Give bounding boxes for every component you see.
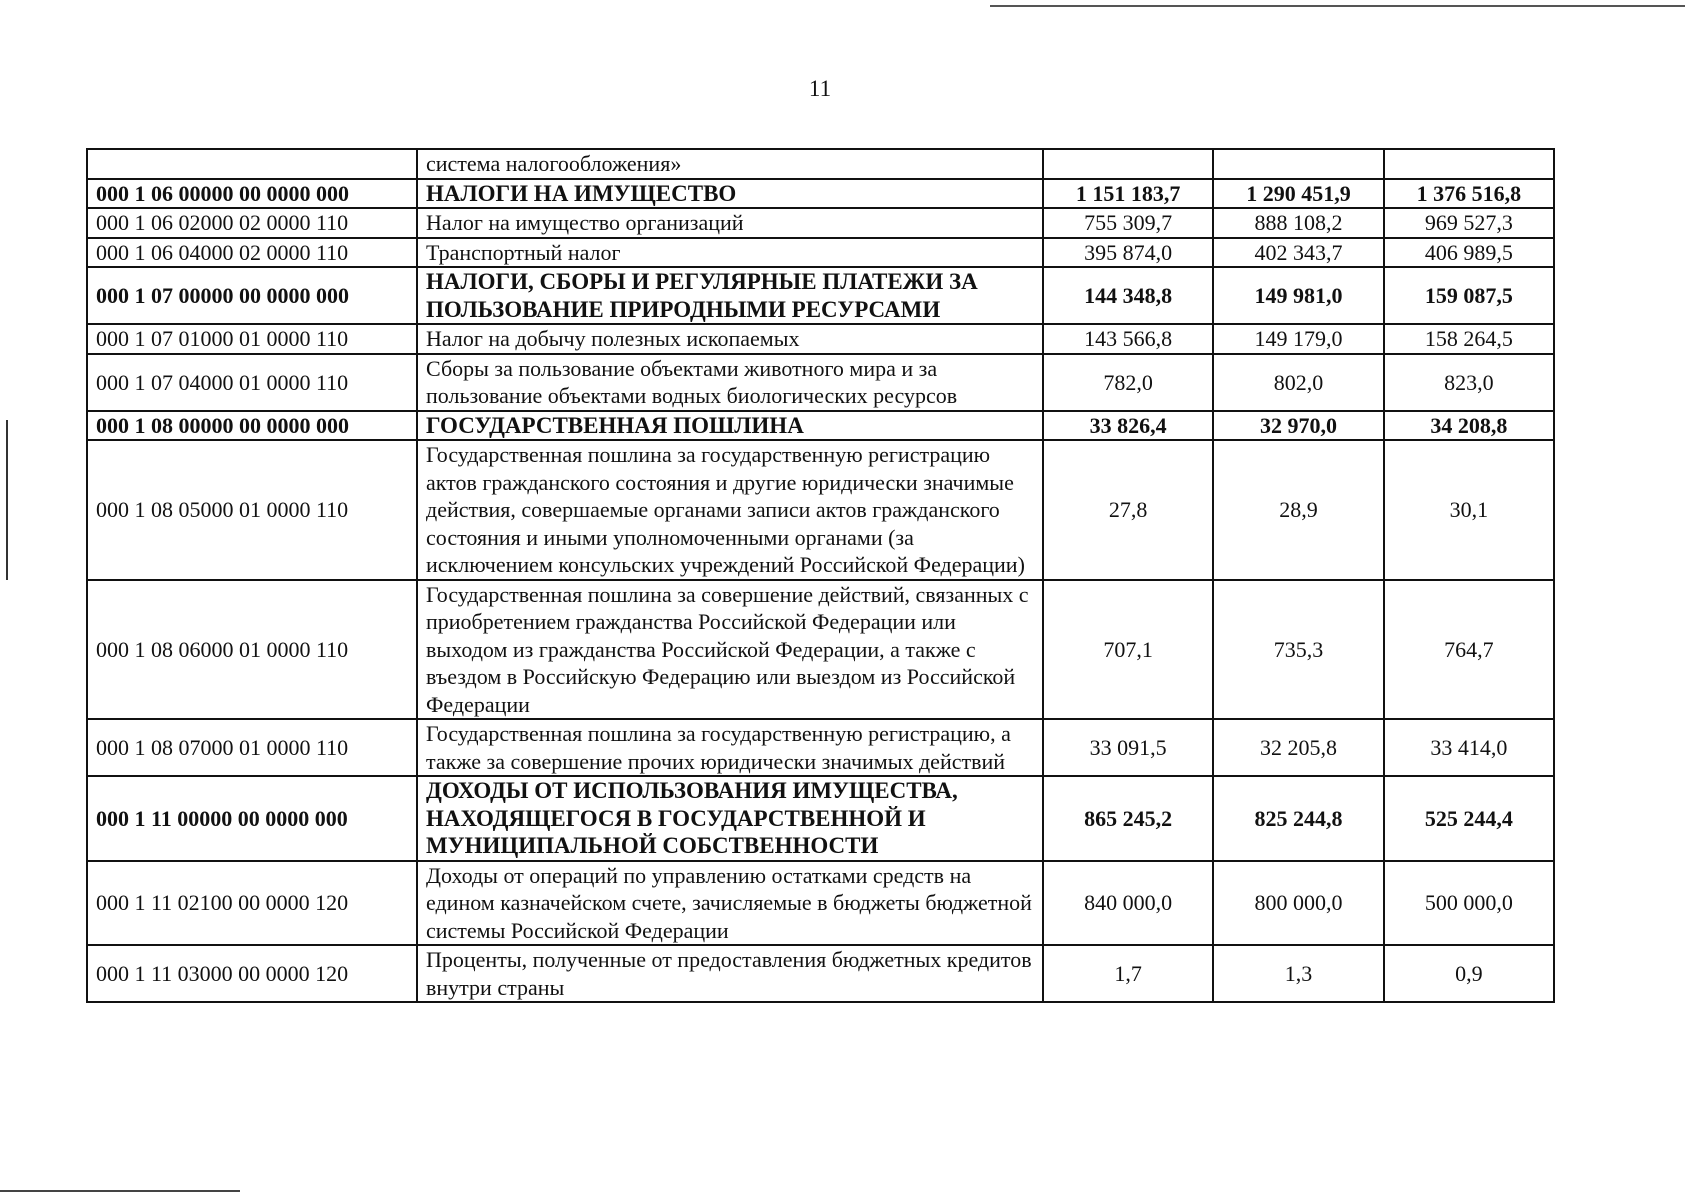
table-row bbox=[87, 719, 1554, 776]
value-year-3-cell: 33 414,0 bbox=[1384, 719, 1554, 776]
table-row bbox=[87, 208, 1554, 238]
table-row bbox=[87, 945, 1554, 1002]
budget-code-cell: 000 1 06 02000 02 0000 110 bbox=[87, 208, 417, 238]
scan-artifact-top-line bbox=[990, 5, 1685, 7]
item-name-cell: Налог на добычу полезных ископаемых bbox=[417, 324, 1043, 354]
value-year-3-cell: 158 264,5 bbox=[1384, 324, 1554, 354]
budget-code-cell: 000 1 07 00000 00 0000 000 bbox=[87, 267, 417, 324]
item-name-cell: Государственная пошлина за совершение действий, связанных с приобретением гражданства Российской Федерации или выходом из гражданства Российской Федерации, а также с въездом в Российскую Федерацию или выездом из Российской Федерации bbox=[417, 580, 1043, 720]
table-row bbox=[87, 238, 1554, 268]
table-row bbox=[87, 440, 1554, 580]
value-year-2-cell bbox=[1213, 149, 1383, 179]
item-name-cell: Государственная пошлина за государственную регистрацию, а также за совершение прочих юридически значимых действий bbox=[417, 719, 1043, 776]
table-row bbox=[87, 149, 1554, 179]
value-year-3-cell bbox=[1384, 149, 1554, 179]
budget-code-cell: 000 1 07 01000 01 0000 110 bbox=[87, 324, 417, 354]
value-year-3-cell: 0,9 bbox=[1384, 945, 1554, 1002]
budget-code-cell: 000 1 07 04000 01 0000 110 bbox=[87, 354, 417, 411]
page-number: 11 bbox=[808, 76, 832, 101]
table-row-section bbox=[87, 267, 1554, 324]
value-year-1-cell: 144 348,8 bbox=[1043, 267, 1213, 324]
scan-artifact-left-edge bbox=[6, 420, 8, 580]
budget-revenue-table bbox=[86, 148, 1555, 1003]
table-row-section bbox=[87, 776, 1554, 861]
budget-code-cell: 000 1 08 00000 00 0000 000 bbox=[87, 411, 417, 441]
item-name-cell: ДОХОДЫ ОТ ИСПОЛЬЗОВАНИЯ ИМУЩЕСТВА, НАХОДЯЩЕГОСЯ В ГОСУДАРСТВЕННОЙ И МУНИЦИПАЛЬНОЙ СОБСТВЕННОСТИ bbox=[417, 776, 1043, 861]
value-year-1-cell: 33 826,4 bbox=[1043, 411, 1213, 441]
budget-code-cell: 000 1 11 03000 00 0000 120 bbox=[87, 945, 417, 1002]
value-year-1-cell: 27,8 bbox=[1043, 440, 1213, 580]
table-body bbox=[87, 149, 1554, 1002]
value-year-3-cell: 764,7 bbox=[1384, 580, 1554, 720]
item-name-cell: Налог на имущество организаций bbox=[417, 208, 1043, 238]
value-year-1-cell: 755 309,7 bbox=[1043, 208, 1213, 238]
value-year-3-cell: 1 376 516,8 bbox=[1384, 179, 1554, 209]
value-year-3-cell: 159 087,5 bbox=[1384, 267, 1554, 324]
value-year-2-cell: 32 205,8 bbox=[1213, 719, 1383, 776]
value-year-1-cell: 782,0 bbox=[1043, 354, 1213, 411]
value-year-1-cell: 865 245,2 bbox=[1043, 776, 1213, 861]
budget-code-cell: 000 1 11 00000 00 0000 000 bbox=[87, 776, 417, 861]
item-name-cell: система налогообложения» bbox=[417, 149, 1043, 179]
value-year-1-cell: 840 000,0 bbox=[1043, 861, 1213, 946]
value-year-1-cell: 33 091,5 bbox=[1043, 719, 1213, 776]
item-name-cell: Сборы за пользование объектами животного мира и за пользование объектами водных биологических ресурсов bbox=[417, 354, 1043, 411]
item-name-cell: Проценты, полученные от предоставления бюджетных кредитов внутри страны bbox=[417, 945, 1043, 1002]
value-year-2-cell: 802,0 bbox=[1213, 354, 1383, 411]
value-year-2-cell: 149 981,0 bbox=[1213, 267, 1383, 324]
table-row bbox=[87, 324, 1554, 354]
item-name-cell: Доходы от операций по управлению остатками средств на едином казначейском счете, зачисляемые в бюджеты бюджетной системы Российской Федерации bbox=[417, 861, 1043, 946]
budget-code-cell: 000 1 08 06000 01 0000 110 bbox=[87, 580, 417, 720]
value-year-1-cell: 1 151 183,7 bbox=[1043, 179, 1213, 209]
table-row-section bbox=[87, 179, 1554, 209]
value-year-2-cell: 1,3 bbox=[1213, 945, 1383, 1002]
value-year-1-cell bbox=[1043, 149, 1213, 179]
value-year-3-cell: 823,0 bbox=[1384, 354, 1554, 411]
value-year-3-cell: 500 000,0 bbox=[1384, 861, 1554, 946]
value-year-2-cell: 888 108,2 bbox=[1213, 208, 1383, 238]
table-row bbox=[87, 354, 1554, 411]
value-year-3-cell: 406 989,5 bbox=[1384, 238, 1554, 268]
item-name-cell: НАЛОГИ НА ИМУЩЕСТВО bbox=[417, 179, 1043, 209]
table-row bbox=[87, 861, 1554, 946]
table-row-section bbox=[87, 411, 1554, 441]
value-year-2-cell: 735,3 bbox=[1213, 580, 1383, 720]
scan-artifact-bottom-line bbox=[0, 1190, 240, 1192]
value-year-1-cell: 1,7 bbox=[1043, 945, 1213, 1002]
value-year-1-cell: 395 874,0 bbox=[1043, 238, 1213, 268]
table-row bbox=[87, 580, 1554, 720]
budget-code-cell bbox=[87, 149, 417, 179]
item-name-cell: Государственная пошлина за государственную регистрацию актов гражданского состояния и другие юридически значимые действия, совершаемые органами записи актов гражданского состояния и иными уполномоченными органами (за исключением консульских учреждений Российской Федерации) bbox=[417, 440, 1043, 580]
budget-code-cell: 000 1 08 07000 01 0000 110 bbox=[87, 719, 417, 776]
value-year-2-cell: 28,9 bbox=[1213, 440, 1383, 580]
value-year-2-cell: 32 970,0 bbox=[1213, 411, 1383, 441]
value-year-2-cell: 800 000,0 bbox=[1213, 861, 1383, 946]
item-name-cell: ГОСУДАРСТВЕННАЯ ПОШЛИНА bbox=[417, 411, 1043, 441]
value-year-1-cell: 707,1 bbox=[1043, 580, 1213, 720]
value-year-3-cell: 525 244,4 bbox=[1384, 776, 1554, 861]
value-year-2-cell: 825 244,8 bbox=[1213, 776, 1383, 861]
value-year-3-cell: 30,1 bbox=[1384, 440, 1554, 580]
value-year-2-cell: 402 343,7 bbox=[1213, 238, 1383, 268]
item-name-cell: НАЛОГИ, СБОРЫ И РЕГУЛЯРНЫЕ ПЛАТЕЖИ ЗА ПОЛЬЗОВАНИЕ ПРИРОДНЫМИ РЕСУРСАМИ bbox=[417, 267, 1043, 324]
value-year-1-cell: 143 566,8 bbox=[1043, 324, 1213, 354]
item-name-cell: Транспортный налог bbox=[417, 238, 1043, 268]
budget-code-cell: 000 1 06 04000 02 0000 110 bbox=[87, 238, 417, 268]
value-year-2-cell: 149 179,0 bbox=[1213, 324, 1383, 354]
budget-code-cell: 000 1 11 02100 00 0000 120 bbox=[87, 861, 417, 946]
budget-code-cell: 000 1 08 05000 01 0000 110 bbox=[87, 440, 417, 580]
value-year-2-cell: 1 290 451,9 bbox=[1213, 179, 1383, 209]
value-year-3-cell: 969 527,3 bbox=[1384, 208, 1554, 238]
budget-code-cell: 000 1 06 00000 00 0000 000 bbox=[87, 179, 417, 209]
value-year-3-cell: 34 208,8 bbox=[1384, 411, 1554, 441]
